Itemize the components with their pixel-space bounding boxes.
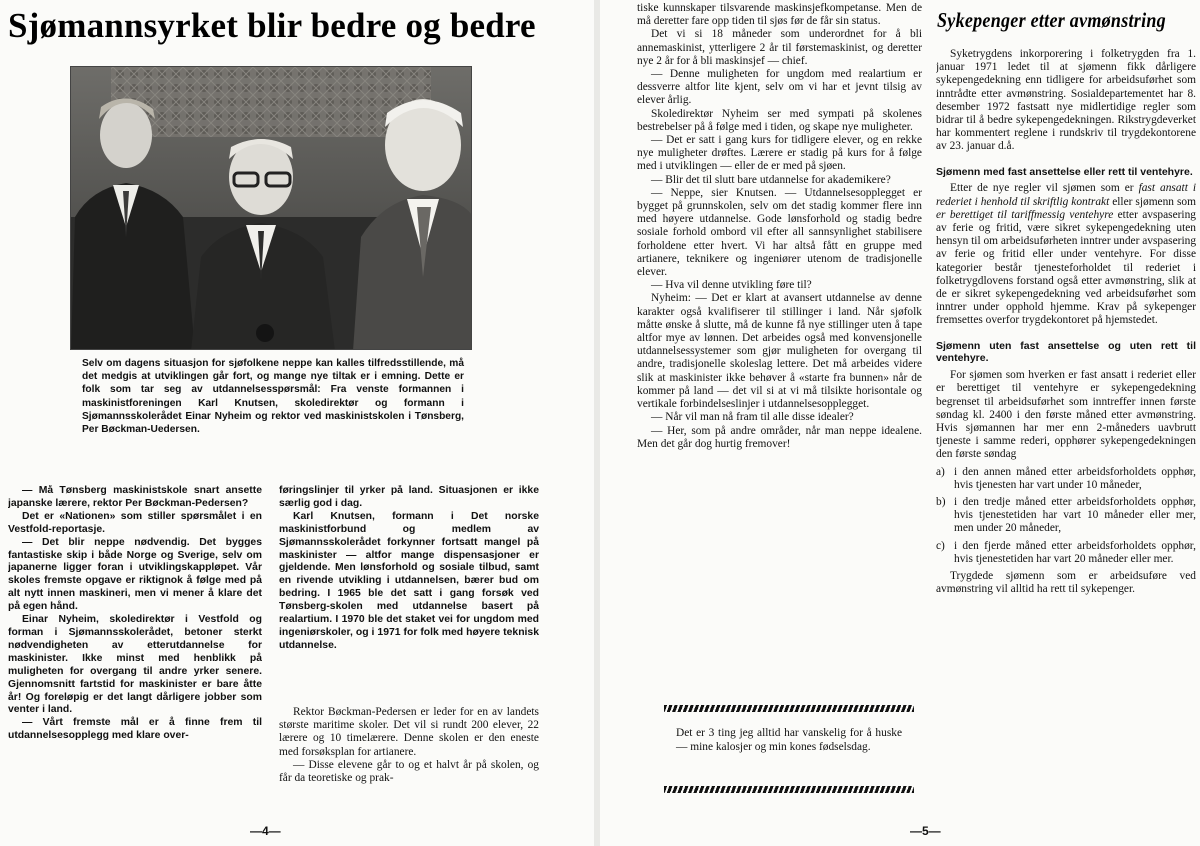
- paragraph: Nyheim: — Det er klart at avansert utdannelse av denne karakter også kvalifiserer til stillinger i land. Når sjøfolk måtte ønske å slutte, må de kunne få nye stillinger uten å tape altfor mye av lønnen. Det arbeides også med konvensjonelle utdannelsessystemer som gjør muligheten for overgang til andre, tradisjonelle skoleslag lettere. Det må arbeides videre slik at maskinister ikke behøver å «starte fra bunnen» når de kommer på land — det vil si at vi må tilsikte horisontale og vertikale forbindelseslinjer i utdannelsesopplegget.: [637, 292, 922, 411]
- paragraph: — Disse elevene går to og et halvt år på skolen, og får da teoretiske og prak-: [279, 758, 539, 785]
- paragraph: Rektor Bøckman-Pedersen er leder for en av landets største maritime skoler. Det vil si rundt 200 elever, 22 lærere og 10 timelærere. Denne skolen er den eneste med forsøksplan for artianere.: [279, 706, 539, 758]
- text-run: Etter de nye regler vil sjømen som er: [950, 182, 1134, 195]
- paragraph: — Blir det til slutt bare utdannelse for akademikere?: [651, 173, 891, 186]
- paragraph: — Neppe, sier Knutsen. — Utdannelsesopplegget er bygget på grunnskolen, selv om det stadig kommer flere inn med høyere utdannelse. Gode lønsforhold og stadig bedre sosiale forhold ombord vil efter all sannsynlighet stabilisere forholdene etter hvert. Vi har altså fått en gruppe med artianere, teknikere og ingeniører utenom de tradisjonelle elever.: [637, 186, 922, 279]
- list-marker: b): [936, 496, 946, 509]
- list-text: i den tredje måned etter arbeidsforholdets opphør, hvis tjenestetiden har vart 10 måneder eller mer, men under 20 måneder,: [954, 496, 1196, 535]
- list-item: [936, 466, 1196, 492]
- left-page: [0, 0, 594, 846]
- article-column: [936, 48, 1196, 808]
- article-column-1: [8, 485, 262, 805]
- paragraph: Karl Knutsen, formann i Det norske maskinistforbund og medlem av Sjømannsskolerådet forkynner fortsatt mangel på maskinister — altfor mange dispensasjoner er gjeldende. Men lønsforhold og sosiale tilbud, samt en rivende utvikling i utdannelsen, bærer bud om bedring. I 1965 ble det satt i gang forsøk ved Tønsberg-skolen med utdannelse basert på realartium. I 1970 ble det staket vei for ungdom med ingeniørskoler, og i 1971 for folk med høyere teknisk utdannelse.: [279, 510, 539, 651]
- subheading: Sjømenn uten fast ansettelse og uten rett til ventehyre.: [936, 339, 1196, 365]
- list-marker: c): [936, 539, 945, 552]
- list-text: i den fjerde måned etter arbeidsforholdets opphør, hvis tjenestetiden har vart 20 måneder eller mer.: [954, 539, 1196, 565]
- photo-caption: Selv om dagens situasjon for sjøfolkene neppe kan kalles tilfredsstillende, må det medgis at utviklingen går fort, og mange nye tiltak er i emning. Dette er folk som tar seg av utdannelsesspørsmål: Fra venste formannen i maskinistforeningen Karl Knutsen, skoledirektør og formann i Sjømannsskolerådet Einar Nyheim og rektor ved maskinistskolen i Tønsberg, Per Bøckman-Uedersen.: [82, 358, 464, 436]
- list-item: [936, 496, 1196, 536]
- filler-quote-box: [664, 705, 914, 793]
- paragraph: — Vårt fremste mål er å finne frem til utdannelsesopplegg med klare over-: [8, 717, 262, 742]
- article-headline: Sykepenger etter avmønstring: [937, 8, 1166, 32]
- list-marker: a): [936, 465, 945, 478]
- paragraph: Einar Nyheim, skoledirektør i Vestfold og forman i Sjømannsskolerådet, betoner sterkt nødvendigheten av etterutdannelse for maskinister. Ikke minst med henblikk på muligheten for overgang til andre yrker senere. Gjennomsnitt fartstid for maskinister er bare åtte år! Og foreløpig er det langt dårligere jobber som venter i land.: [8, 614, 262, 716]
- paragraph: — Det er satt i gang kurs for tidligere elever, og en rekke nye muligheter drøftes. Lærere er stadig på kurs for å følge med i utviklingen — eller de er med på sjøen.: [637, 134, 922, 173]
- italic-run: er berettiget til tariffmessig ventehyre: [936, 208, 1114, 221]
- article-column-3: [279, 706, 539, 806]
- article-photo: [70, 66, 472, 350]
- paragraph: Det vi si 18 måneder som underordnet for å bli annemaskinist, ytterligere 2 år til førstemaskinist, og deretter nye 2 år for å bli maskinsjef — chief.: [637, 28, 922, 67]
- decorative-rule: [664, 786, 914, 793]
- subheading: Sjømenn med fast ansettelse eller rett til ventehyre.: [936, 165, 1193, 178]
- paragraph: [936, 182, 1196, 327]
- decorative-rule: [664, 705, 914, 712]
- paragraph: Det er «Nationen» som stiller spørsmålet i en Vestfold-reportasje.: [8, 510, 262, 535]
- article-column-2: [279, 485, 539, 695]
- paragraph: — Når vil man nå fram til alle disse idealer?: [651, 411, 854, 424]
- list-text: i den annen måned etter arbeidsforholdets opphør, hvis tjenesten har vart under 10 måneder,: [954, 465, 1196, 491]
- photo-illustration: [71, 67, 472, 350]
- list-item: [936, 540, 1196, 566]
- text-run: eller sjømenn som: [1112, 195, 1196, 208]
- paragraph: — Hva vil denne utvikling føre til?: [651, 279, 812, 292]
- page-number: —4—: [250, 824, 281, 838]
- article-headline: Sjømannsyrket blir bedre og bedre: [8, 6, 536, 45]
- paragraph: Syketrygdens inkorporering i folketrygden fra 1. januar 1971 ledet til at sjømenn fikk dårligere sykepengedekning enn tidligere for arbeidsuførhet som inntrådte etter avmønstring. Sosialdepartementet har 8. desember 1972 fastsatt nye midlertidige regler som bidrar til å bedre sykepengedekningen. Rikstrygdeverket har kommentert reglene i rundskriv til trygdekontorene av 23. januar d.å.: [936, 48, 1196, 153]
- page-number: —5—: [910, 824, 941, 838]
- paragraph: Trygdede sjømenn som er arbeidsuføre ved avmønstring vil alltid ha rett til sykepenger.: [936, 570, 1196, 596]
- text-run: etter avspasering av ferie og fritid, være sikret sykepengedekning uten hensyn til om arbeidsuførheten inntrer under avspasering av ferie og fritid eller under ventehyre. For disse kategorier består tjenesteforholdet til rederiet i folketrygdlovens forstand også etter avmønstring, slik at de er sikret sykepengedekning ved arbeidsuførhet som inntrer under opphold hjemme. Krav på sykepenger fremsettes overfor trygdekontoret på hjemstedet.: [936, 208, 1196, 327]
- paragraph: — Det blir neppe nødvendig. Det bygges fantastiske skip i både Norge og Sverige, selv om japanerne ligger foran i utviklingskappløpet. Vår skoles fremste opgave er riktignok å følge med på alt nytt innen maskineri, men vi mener å klare det på egen hånd.: [8, 536, 262, 613]
- right-page: [600, 0, 1200, 846]
- italic-run: fast ansatt i rederiet i henhold til skriftlig kontrakt: [936, 182, 1196, 208]
- paragraph: føringslinjer til yrker på land. Situasjonen er ikke særlig god i dag.: [279, 485, 539, 509]
- paragraph: Skoledirektør Nyheim ser med sympati på skolenes bestrebelser på å følge med i tiden, og skape nye muligheter.: [637, 107, 922, 133]
- paragraph: — Her, som på andre områder, når man neppe idealene. Men det går dog hurtig fremover!: [637, 424, 922, 450]
- paragraph: tiske kunnskaper tilsvarende maskinsjefkompetanse. Men de må deretter fare opp tiden til sjøs før de får sin status.: [637, 2, 922, 28]
- paragraph: — Denne muligheten for ungdom med realartium er dessverre altfor lite kjent, selv om vi har et jevnt tilsig av elever årlig.: [637, 68, 922, 107]
- article-continuation-column: [637, 2, 922, 692]
- filler-quote: Det er 3 ting jeg alltid har vanskelig for å huske — mine kalosjer og min kones fødselsdag.: [676, 727, 902, 753]
- paragraph: For sjømen som hverken er fast ansatt i rederiet eller er berettiget til ventehyre er sykepengedekning begrenset til arbeidsuførhet som inntreffer innen første søndag kl. 2400 i den første måned etter avmønstring. Hvis sjømannen har mer enn 2-måneders uavbrutt tjeneste i samme rederi, opphører sykepengedekningen den første søndag: [936, 369, 1196, 461]
- paragraph: — Må Tønsberg maskinistskole snart ansette japanske lærere, rektor Per Bøckman-Pedersen?: [8, 485, 262, 509]
